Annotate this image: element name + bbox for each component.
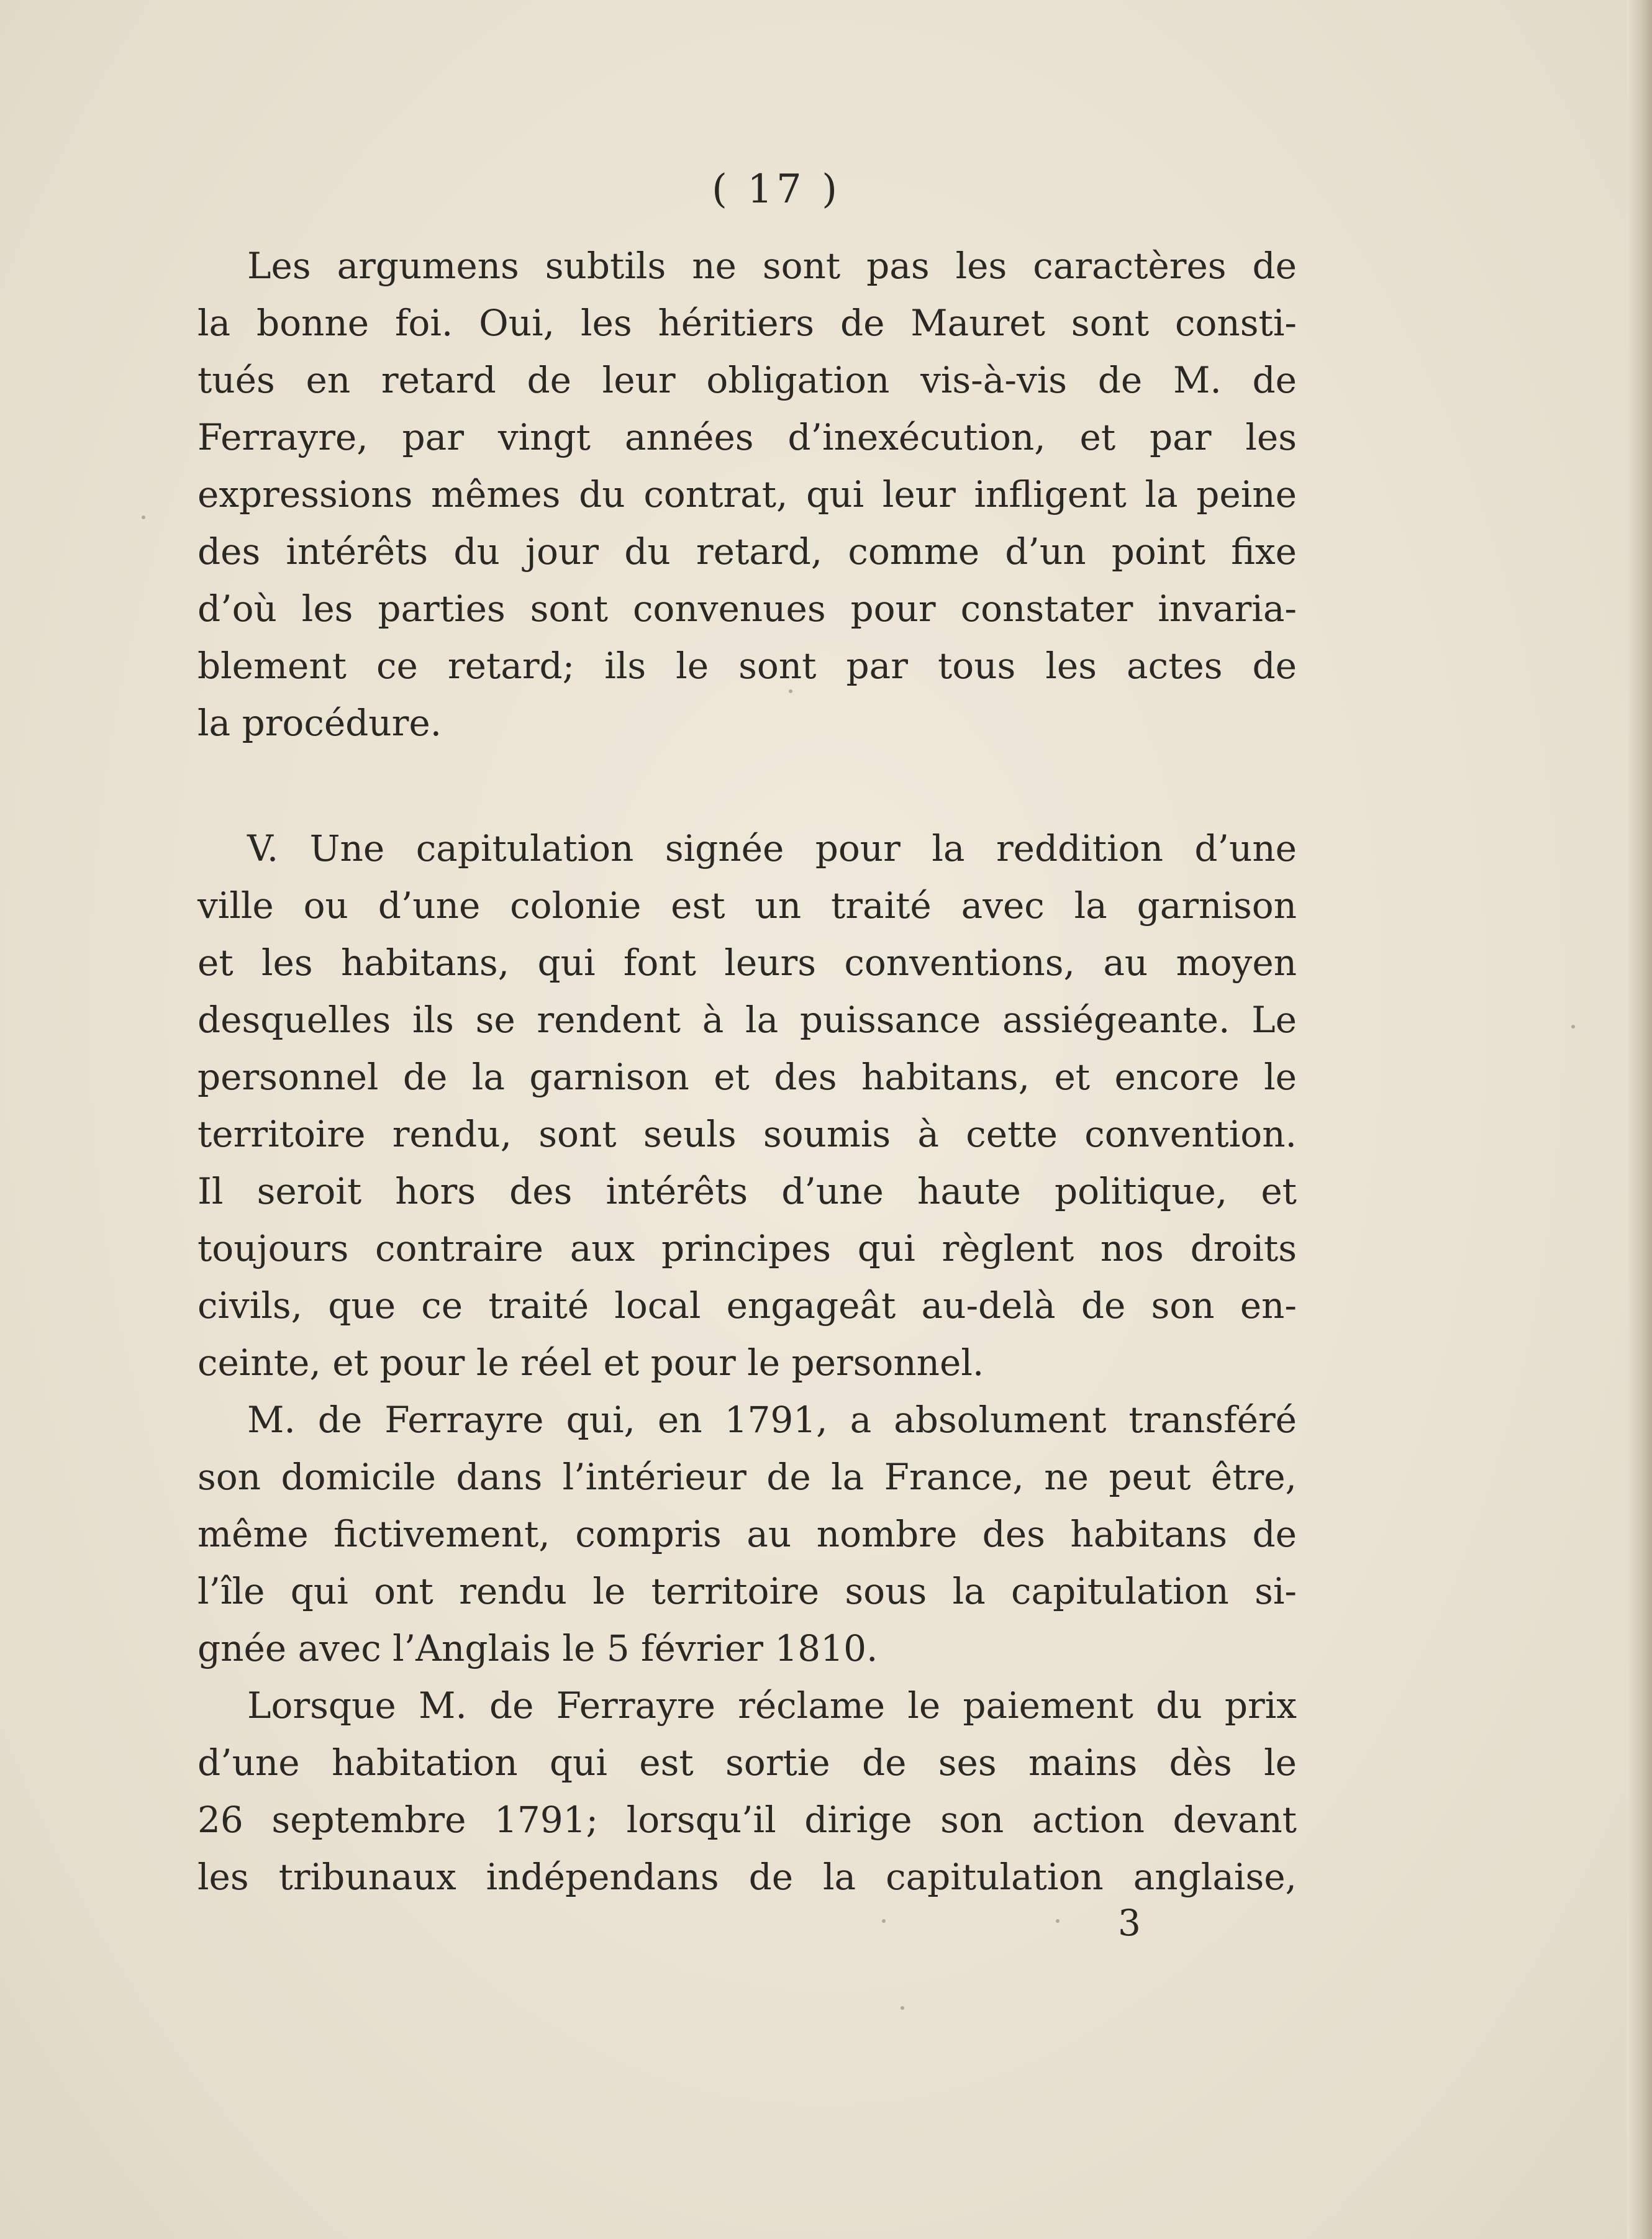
paragraph-3 bbox=[197, 1391, 1297, 1677]
text-line: tués en retard de leur obligation vis-à-vis de M. de bbox=[197, 359, 1297, 401]
text-line: la bonne foi. Oui, les héritiers de Mauret sont consti- bbox=[197, 302, 1297, 344]
signature-mark: 3 bbox=[1118, 1902, 1141, 1944]
text-line: d’une habitation qui est sortie de ses mains dès le bbox=[197, 1742, 1297, 1784]
page-spine-shadow bbox=[1627, 0, 1652, 2239]
text-line: Lorsque M. de Ferrayre réclame le paiement du prix bbox=[247, 1684, 1297, 1727]
text-line: la procédure. bbox=[197, 702, 442, 744]
text-line: Les argumens subtils ne sont pas les caractères de bbox=[247, 245, 1297, 287]
paper-speck bbox=[1571, 1025, 1575, 1029]
text-line: ceinte, et pour le réel et pour le personnel. bbox=[197, 1342, 984, 1384]
paper-speck bbox=[901, 2006, 904, 2010]
text-line: d’où les parties sont convenues pour constater invaria- bbox=[197, 588, 1297, 630]
paragraph-2 bbox=[197, 820, 1297, 1391]
text-line: des intérêts du jour du retard, comme d’un point fixe bbox=[197, 530, 1297, 573]
text-line: expressions mêmes du contrat, qui leur infligent la peine bbox=[197, 473, 1297, 515]
text-line: toujours contraire aux principes qui règlent nos droits bbox=[197, 1227, 1297, 1269]
paragraph-4 bbox=[197, 1677, 1297, 1905]
text-line: et les habitans, qui font leurs conventions, au moyen bbox=[197, 942, 1297, 984]
text-line: blement ce retard; ils le sont par tous les actes de bbox=[197, 645, 1297, 687]
text-line: Ferrayre, par vingt années d’inexécution, et par les bbox=[197, 416, 1297, 458]
text-line: territoire rendu, sont seuls soumis à cette convention. bbox=[197, 1113, 1297, 1155]
text-line: desquelles ils se rendent à la puissance assiégeante. Le bbox=[197, 999, 1297, 1041]
text-line: Il seroit hors des intérêts d’une haute politique, et bbox=[197, 1170, 1297, 1212]
text-line: gnée avec l’Anglais le 5 février 1810. bbox=[197, 1627, 878, 1669]
text-line: civils, que ce traité local engageât au-delà de son en- bbox=[197, 1284, 1297, 1327]
paragraph-1 bbox=[197, 237, 1297, 752]
text-line: M. de Ferrayre qui, en 1791, a absolument transféré bbox=[247, 1399, 1297, 1441]
paper-speck bbox=[1056, 1919, 1060, 1923]
text-line: l’île qui ont rendu le territoire sous la capitulation si- bbox=[197, 1570, 1297, 1612]
paper-speck bbox=[882, 1919, 886, 1923]
text-line: personnel de la garnison et des habitans, et encore le bbox=[197, 1056, 1297, 1098]
paper-speck bbox=[142, 515, 145, 519]
text-line: même fictivement, compris au nombre des habitans de bbox=[197, 1513, 1297, 1555]
text-line: ville ou d’une colonie est un traité avec la garnison bbox=[197, 884, 1297, 927]
page-number: ( 17 ) bbox=[711, 166, 842, 212]
text-line: son domicile dans l’intérieur de la France, ne peut être, bbox=[197, 1456, 1297, 1498]
text-line: les tribunaux indépendans de la capitulation anglaise, bbox=[197, 1856, 1297, 1898]
paper-speck bbox=[789, 689, 792, 693]
text-line: 26 septembre 1791; lorsqu’il dirige son action devant bbox=[197, 1799, 1297, 1841]
text-line: V. Une capitulation signée pour la reddition d’une bbox=[247, 827, 1297, 870]
